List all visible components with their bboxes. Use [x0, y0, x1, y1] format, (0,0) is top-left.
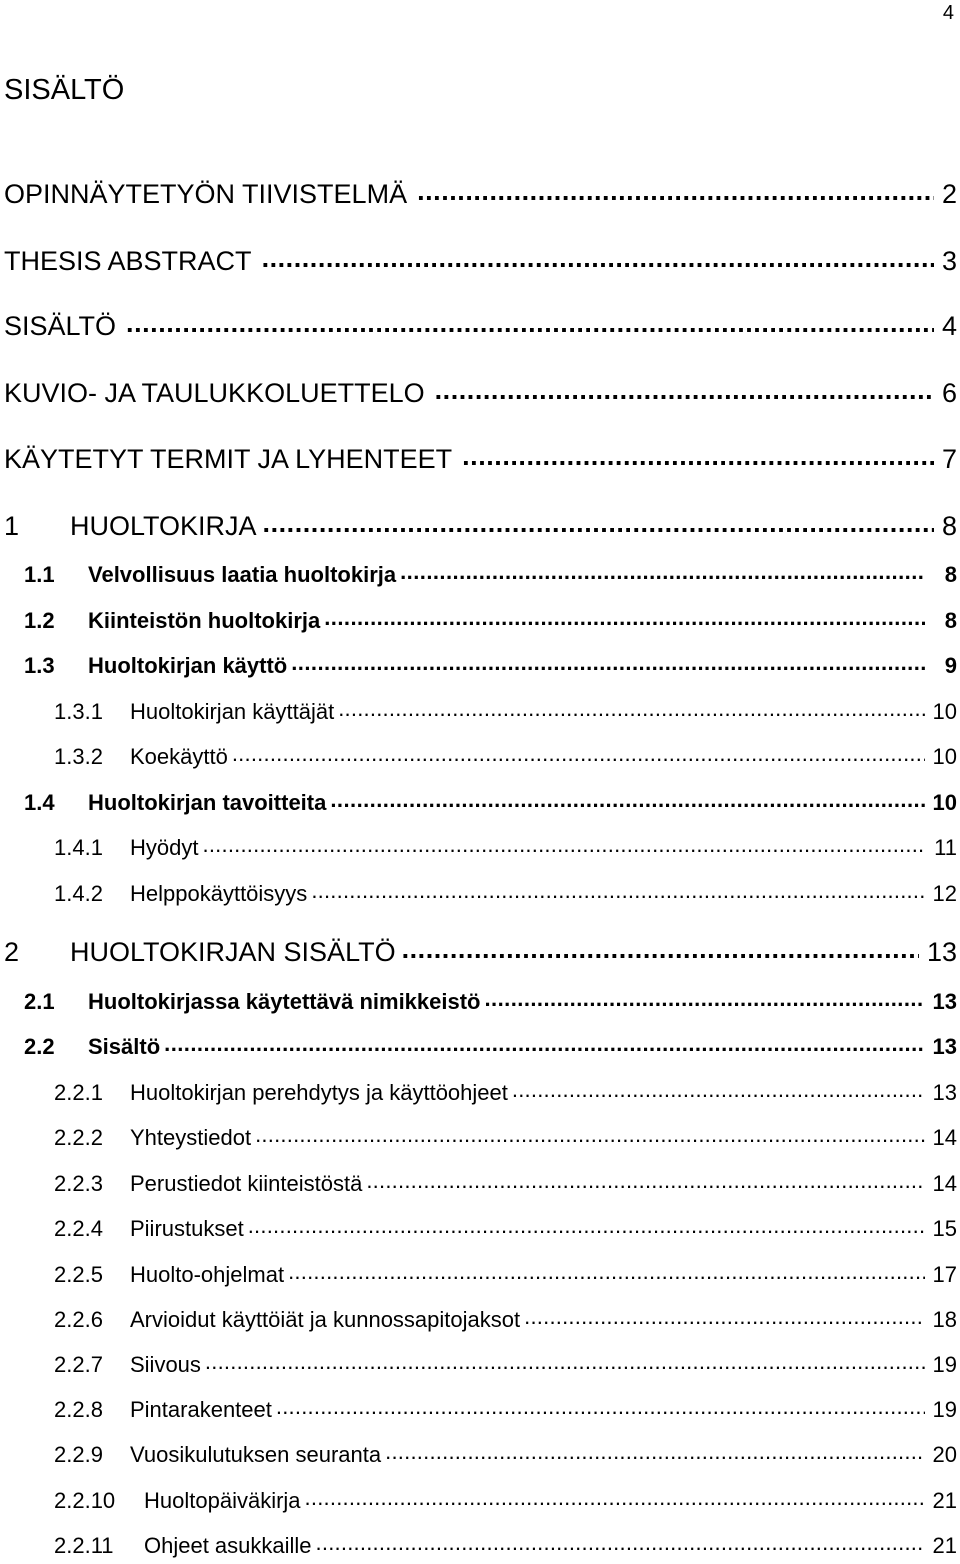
toc-entry-page: 10: [932, 790, 957, 815]
toc-dot-leader: [263, 513, 934, 540]
toc-entry-title: Pintarakenteet: [130, 1397, 272, 1422]
toc-dot-leader: [435, 380, 934, 407]
toc-entry[interactable]: [54, 1264, 957, 1286]
toc-entry-title: Huoltokirjassa käytettävä nimikkeistö: [88, 989, 481, 1014]
toc-dot-leader: [512, 1082, 925, 1104]
toc-entry-number: 2.2.5: [54, 1262, 103, 1287]
toc-entry[interactable]: [54, 883, 957, 905]
toc-entry-number: 2.2.7: [54, 1352, 103, 1377]
toc-entry-page: 14: [932, 1125, 957, 1150]
toc-entry[interactable]: [54, 1173, 957, 1195]
toc-entry[interactable]: [54, 1218, 957, 1240]
toc-entry-number: 2.2.8: [54, 1397, 103, 1422]
toc-entry[interactable]: [54, 1399, 957, 1421]
toc-entry[interactable]: [4, 939, 957, 966]
toc-entry[interactable]: [54, 837, 957, 859]
toc-dot-leader: [402, 939, 919, 966]
toc-dot-leader: [524, 1309, 925, 1331]
toc-entry-title: HUOLTOKIRJAN SISÄLTÖ: [70, 937, 396, 967]
toc-entry-page: 21: [932, 1488, 957, 1513]
toc-entry-page: 18: [932, 1307, 957, 1332]
toc-heading: SISÄLTÖ: [4, 74, 125, 106]
toc-entry-number: 1.3.2: [54, 744, 103, 769]
toc-entry-page: 2: [941, 179, 957, 209]
toc-entry-title: Siivous: [130, 1352, 201, 1377]
toc-entry-number: 1.2: [24, 608, 55, 633]
toc-dot-leader: [417, 181, 934, 208]
toc-entry-title: Huoltokirjan tavoitteita: [88, 790, 327, 815]
toc-entry[interactable]: [4, 513, 957, 540]
toc-entry-page: 19: [932, 1352, 957, 1377]
toc-dot-leader: [126, 313, 934, 340]
toc-entry-number: 2.2: [24, 1034, 55, 1059]
toc-dot-leader: [232, 746, 925, 768]
toc-entry-number: 2.2.2: [54, 1125, 103, 1150]
toc-entry-number: 2.2.3: [54, 1171, 103, 1196]
toc-dot-leader: [255, 1127, 925, 1149]
toc-entry[interactable]: [24, 991, 957, 1013]
toc-entry-page: 8: [944, 608, 957, 633]
toc-entry-number: 2.2.11: [54, 1533, 114, 1558]
toc-entry-page: 4: [941, 311, 957, 341]
toc-entry-title: Huoltopäiväkirja: [144, 1488, 301, 1513]
toc-entry-page: 8: [944, 562, 957, 587]
toc-entry-number: 2.2.6: [54, 1307, 103, 1332]
toc-entry[interactable]: [4, 248, 957, 275]
toc-entry-number: 1.1: [24, 562, 55, 587]
toc-entry[interactable]: [54, 1444, 957, 1466]
toc-entry[interactable]: [54, 746, 957, 768]
toc-dot-leader: [205, 1354, 925, 1376]
toc-entry-number: 1.3.1: [54, 699, 103, 724]
toc-dot-leader: [305, 1490, 925, 1512]
toc-entry[interactable]: [4, 446, 957, 473]
toc-entry[interactable]: [54, 1309, 957, 1331]
toc-entry-number: 1.3: [24, 653, 55, 678]
toc-entry-page: 7: [941, 444, 957, 474]
toc-dot-leader: [202, 837, 925, 859]
toc-entry-page: 20: [932, 1442, 957, 1467]
toc-entry-title: Huoltokirjan käyttö: [88, 653, 288, 678]
toc-entry[interactable]: [4, 313, 957, 340]
toc-entry-number: 2.2.9: [54, 1442, 103, 1467]
toc-entry-title: OPINNÄYTETYÖN TIIVISTELMÄ: [4, 179, 408, 209]
toc-entry-title: Vuosikulutuksen seuranta: [130, 1442, 382, 1467]
toc-entry-title: HUOLTOKIRJA: [70, 511, 257, 541]
toc-entry-page: 13: [932, 1080, 957, 1105]
toc-dot-leader: [324, 610, 925, 632]
toc-entry-title: Ohjeet asukkaille: [144, 1533, 312, 1558]
toc-entry-title: Arvioidut käyttöiät ja kunnossapitojaksot: [130, 1307, 521, 1332]
toc-entry-page: 3: [941, 246, 957, 276]
toc-entry-number: 2.1: [24, 989, 55, 1014]
toc-entry-page: 13: [926, 937, 957, 967]
toc-dot-leader: [330, 792, 925, 814]
toc-entry-title: SISÄLTÖ: [4, 311, 117, 341]
toc-entry-number: 1: [4, 511, 20, 541]
toc-entry-title: Koekäyttö: [130, 744, 228, 769]
toc-entry[interactable]: [54, 1127, 957, 1149]
toc-entry-page: 8: [941, 511, 957, 541]
toc-dot-leader: [276, 1399, 925, 1421]
toc-entry-title: Huoltokirjan käyttäjät: [130, 699, 335, 724]
toc-dot-leader: [288, 1264, 925, 1286]
toc-entry[interactable]: [24, 564, 957, 586]
toc-entry-page: 15: [932, 1216, 957, 1241]
toc-entry[interactable]: [4, 380, 957, 407]
toc-entry[interactable]: [24, 792, 957, 814]
toc-entry[interactable]: [54, 1490, 957, 1512]
toc-dot-leader: [164, 1036, 925, 1058]
toc-entry-page: 21: [932, 1533, 957, 1558]
toc-entry-title: Sisältö: [88, 1034, 161, 1059]
toc-entry-page: 19: [932, 1397, 957, 1422]
toc-entry[interactable]: [24, 655, 957, 677]
toc-entry[interactable]: [54, 701, 957, 723]
toc-entry[interactable]: [24, 1036, 957, 1058]
toc-dot-leader: [485, 991, 926, 1013]
toc-entry-number: 1.4.1: [54, 835, 103, 860]
toc-entry-title: Huolto-ohjelmat: [130, 1262, 285, 1287]
toc-entry-number: 1.4: [24, 790, 55, 815]
toc-entry-title: Helppokäyttöisyys: [130, 881, 308, 906]
toc-entry-page: 10: [932, 699, 957, 724]
toc-entry-number: 1.4.2: [54, 881, 103, 906]
toc-entry-number: 2.2.1: [54, 1080, 103, 1105]
toc-entry-title: Velvollisuus laatia huoltokirja: [88, 562, 397, 587]
toc-entry-title: Huoltokirjan perehdytys ja käyttöohjeet: [130, 1080, 508, 1105]
toc-entry[interactable]: [54, 1354, 957, 1376]
toc-entry-title: Piirustukset: [130, 1216, 244, 1241]
toc-entry-page: 9: [944, 653, 957, 678]
toc-entry-page: 11: [934, 835, 957, 860]
toc-dot-leader: [462, 446, 934, 473]
toc-entry-title: KUVIO- JA TAULUKKOLUETTELO: [4, 378, 425, 408]
toc-dot-leader: [248, 1218, 925, 1240]
toc-entry-page: 6: [941, 378, 957, 408]
toc-dot-leader: [262, 248, 934, 275]
toc-entry-title: Kiinteistön huoltokirja: [88, 608, 321, 633]
toc-entry-number: 2: [4, 937, 20, 967]
toc-entry-title: KÄYTETYT TERMIT JA LYHENTEET: [4, 444, 453, 474]
toc-entry-number: 2.2.10: [54, 1488, 116, 1513]
toc-entry[interactable]: [54, 1082, 957, 1104]
toc-dot-leader: [338, 701, 925, 723]
toc-dot-leader: [316, 1535, 925, 1557]
toc-entry-page: 12: [932, 881, 957, 906]
toc-entry-page: 13: [932, 989, 957, 1014]
toc-entry-number: 2.2.4: [54, 1216, 103, 1241]
toc-entry-page: 17: [932, 1262, 957, 1287]
toc-entry-page: 13: [932, 1034, 957, 1059]
toc-entry-title: Yhteystiedot: [130, 1125, 252, 1150]
toc-entry-title: THESIS ABSTRACT: [4, 246, 252, 276]
toc-dot-leader: [366, 1173, 925, 1195]
toc-entry-title: Hyödyt: [130, 835, 199, 860]
toc-dot-leader: [400, 564, 925, 586]
toc-entry-page: 14: [932, 1171, 957, 1196]
toc-entry-title: Perustiedot kiinteistöstä: [130, 1171, 363, 1196]
toc-entry[interactable]: [24, 610, 957, 632]
toc-dot-leader: [385, 1444, 925, 1466]
toc-dot-leader: [311, 883, 925, 905]
toc-dot-leader: [291, 655, 925, 677]
toc-entry-page: 10: [932, 744, 957, 769]
toc-entry[interactable]: [4, 181, 957, 208]
toc-entry[interactable]: [54, 1535, 957, 1557]
page-number: 4: [942, 2, 954, 24]
